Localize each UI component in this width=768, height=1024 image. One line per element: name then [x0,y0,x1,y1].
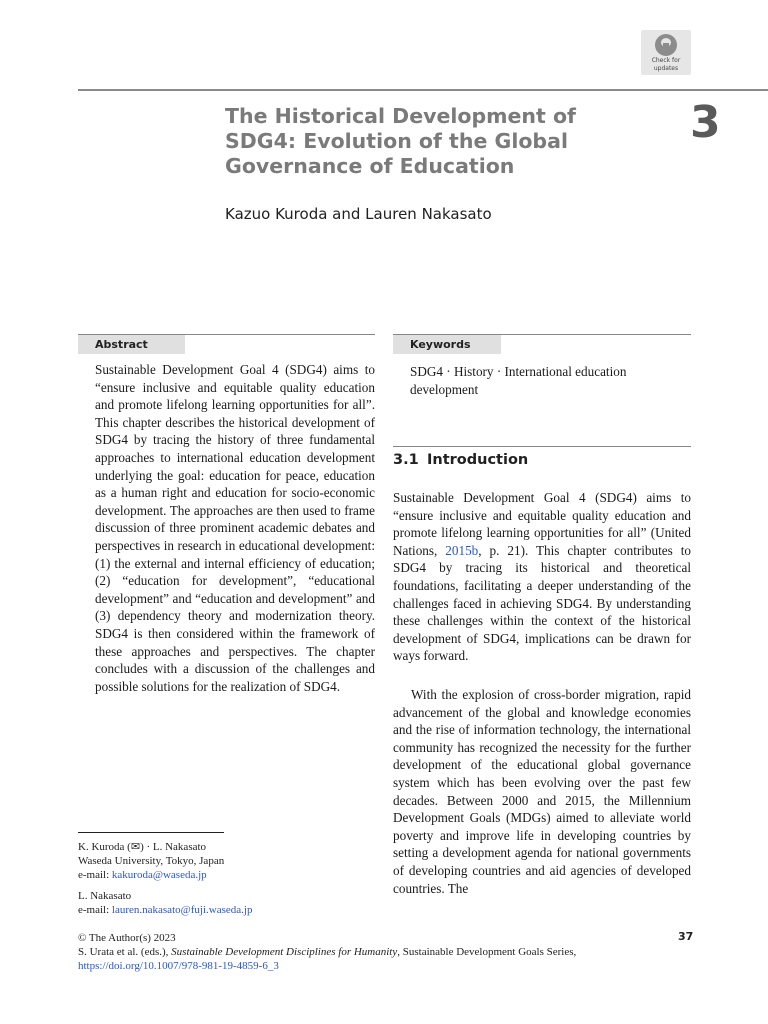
header-rule [78,89,768,91]
section-rule [393,446,691,447]
keywords-label: Keywords [410,338,471,351]
footnote-rule [78,832,224,833]
section-title: Introduction [427,452,529,468]
chapter-number: 3 [690,97,721,148]
section-heading [393,452,528,468]
footer-copyright: © The Author(s) 2023 [78,932,176,944]
keywords-header [393,334,691,355]
check-for-updates-badge[interactable] [641,30,691,75]
affiliation-email-2: e-mail: lauren.nakasato@fuji.waseda.jp [78,904,253,916]
section-number: 3.1 [393,452,419,468]
footer-citation: S. Urata et al. (eds.), Sustainable Development Disciplines for Humanity, Sustainable Development Goals Series, [78,946,577,958]
email-link-1[interactable]: kakuroda@waseda.jp [111,869,207,881]
footer-block [78,931,678,973]
affiliation-names: K. Kuroda (✉) · L. Nakasato [78,841,207,853]
page-number: 37 [678,930,694,943]
chapter-title: The Historical Development of SDG4: Evolution of the Global Governance of Education [225,104,576,178]
affiliation-block [78,840,378,917]
chapter-authors: Kazuo Kuroda and Lauren Nakasato [225,205,492,223]
affiliation-name-2: L. Nakasato [78,890,132,902]
keywords-text: SDG4 · History · International education development [410,364,627,397]
intro-paragraph-1: Sustainable Development Goal 4 (SDG4) aims to “ensure inclusive and equitable quality education and promote lifelong learning opportunities for all” (United Nations, 2015b, p. 21). This chapter contributes to SDG4 by tracing its historical and theoretical foundations, facilitating a deeper understanding of the challenges faced in achieving SDG4. By understanding these challenges within the context of the historical development of SDG4, implications can be drawn for ways forward. [393,490,691,664]
badge-line2: updates [653,65,679,72]
crossmark-icon [655,34,677,56]
abstract-header [78,334,375,355]
doi-link[interactable]: https://doi.org/10.1007/978-981-19-4859-6_3 [78,960,279,972]
citation-link[interactable]: 2015b [445,542,479,558]
affiliation-org: Waseda University, Tokyo, Japan [78,855,225,867]
abstract-text: Sustainable Development Goal 4 (SDG4) aims to “ensure inclusive and equitable quality education and promote lifelong learning opportunities for all”. This chapter describes the historical development of SDG4 by tracing the history of three fundamental approaches to international education development underlying the goal: education for peace, education as a human right and education for socio-economic development. The approaches are then used to frame discussion of three prominent academic debates and perspectives in research in educational development: (1) the external and internal efficiency of education; (2) “education for development”, “educational development” and “education and development” and (3) dependency theory and modernization theory. SDG4 is then considered within the framework of these approaches and perspectives. The chapter concludes with a discussion of the challenges and possible solutions for the realization of SDG4. [95,362,375,694]
intro-paragraph-2: With the explosion of cross-border migration, rapid advancement of the global and knowledge economies and the rise of information technology, the international community has recognized the necessity for the further development of the educational global governance system which has been evolving over the past few decades. Between 2000 and 2015, the Millennium Development Goals (MDGs) aimed to alleviate world poverty and improve life in developing countries by setting a development agenda for national governments of developing countries and aid agencies of developed countries. The [393,687,691,896]
email-link-2[interactable]: lauren.nakasato@fuji.waseda.jp [111,904,253,916]
badge-line1: Check for [651,57,681,64]
abstract-label: Abstract [95,338,148,351]
affiliation-email-1: e-mail: kakuroda@waseda.jp [78,869,207,881]
